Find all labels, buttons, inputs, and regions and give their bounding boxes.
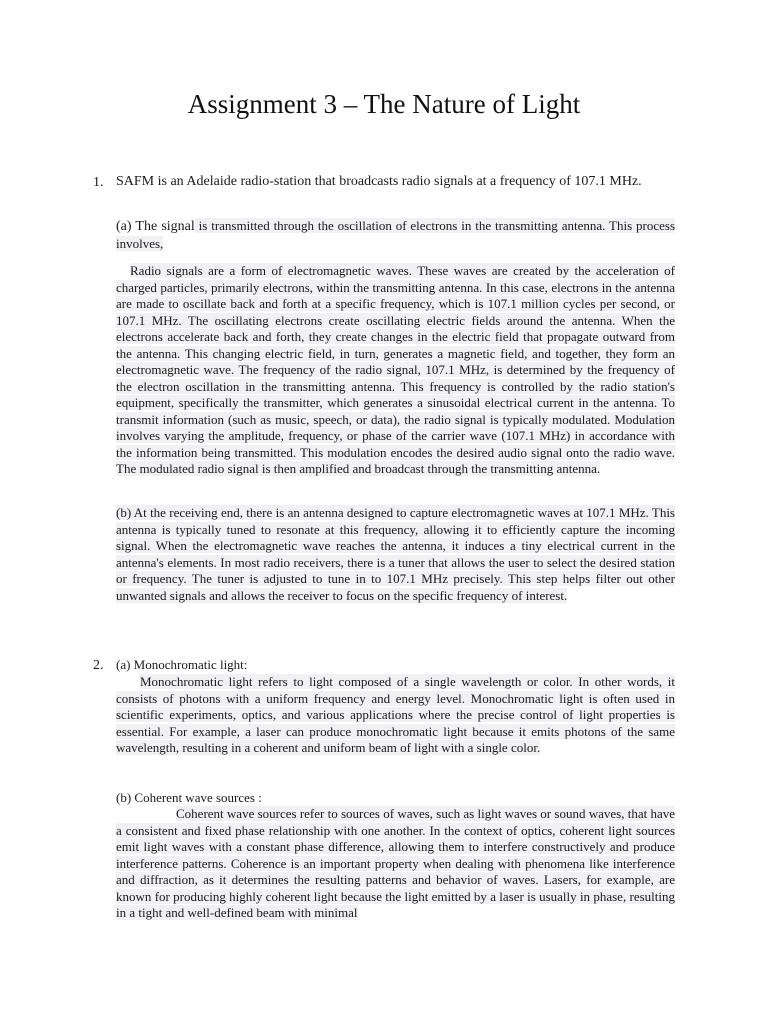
question-2-part-b-text: Coherent wave sources refer to sources of waves, such as light waves or sound waves, that have a consistent and fixed phase relationship with one another. In the context of optics, coherent light sources emit light waves with a constant phase difference, allowing them to interfere constructively and produce interference patterns. Coherence is an important property when dealing with phenomena like interference and diffraction, as it determines the resulting patterns and behavior of waves. Lasers, for example, are known for producing highly coherent light because the light emitted by a laser is usually in phase, resulting in a tight and well-defined beam with minimal [116,806,675,920]
question-1-number: 1. [93,175,104,190]
question-1-answer-paragraph [116,263,675,478]
question-1-part-a-text: is transmitted through the oscillation of electrons in the transmitting antenna. This process involves, [116,218,675,251]
question-1-intro: SAFM is an Adelaide radio-station that broadcasts radio signals at a frequency of 107.1 MHz. [116,174,642,189]
page-title: Assignment 3 – The Nature of Light [187,89,581,119]
question-2-part-b-label: (b) Coherent wave sources : [116,790,262,805]
question-1-part-b [116,505,675,604]
question-1-part-a [116,218,675,252]
question-1-part-b-text: (b) At the receiving end, there is an antenna designed to capture electromagnetic waves at 107.1 MHz. This antenna is typically tuned to resonate at this frequency, allowing it to efficiently capture the incoming signal. When the electromagnetic wave reaches the antenna, it induces a tiny electrical current in the antenna's elements. In most radio receivers, there is a tuner that allows the user to select the desired station or frequency. The tuner is adjusted to tune in to 107.1 MHz precisely. This step helps filter out other unwanted signals and allows the receiver to focus on the specific frequency of interest. [116,505,675,603]
question-2-part-a-text: Monochromatic light refers to light composed of a single wavelength or color. In other words, it consists of photons with a uniform frequency and energy level. Monochromatic light is often used in scientific experiments, optics, and various applications where the precise control of light properties is essential. For example, a laser can produce monochromatic light because it emits photons of the same wavelength, resulting in a coherent and uniform beam of light with a single color. [116,674,675,755]
question-2-part-b-body [116,806,675,922]
question-2-part-a-label: (a) Monochromatic light: [116,657,248,672]
question-1-answer-text: Radio signals are a form of electromagnetic waves. These waves are created by the acceleration of charged particles, primarily electrons, within the transmitting antenna. In this case, electrons in the antenna are made to oscillate back and forth at a specific frequency, which is 107.1 million cycles per second, or 107.1 MHz. The oscillating electrons create oscillating electric fields around the antenna. When the electrons accelerate back and forth, they create changes in the electric field that propagate outward from the antenna. This changing electric field, in turn, generates a magnetic field, and together, they form an electromagnetic wave. The frequency of the radio signal, 107.1 MHz, is determined by the frequency of the electron oscillation in the transmitting antenna. This frequency is controlled by the radio station's equipment, specifically the transmitter, which generates a sinusoidal electrical current in the antenna. To transmit information (such as music, speech, or data), the radio signal is typically modulated. Modulation involves varying the amplitude, frequency, or phase of the carrier wave (107.1 MHz) in accordance with the information being transmitted. This modulation encodes the desired audio signal onto the radio wave. The modulated radio signal is then amplified and broadcast through the transmitting antenna. [116,263,675,476]
question-2-number: 2. [93,658,104,673]
question-2-part-a-body [116,674,675,757]
question-1-part-a-lead: (a) The signal [116,219,195,234]
